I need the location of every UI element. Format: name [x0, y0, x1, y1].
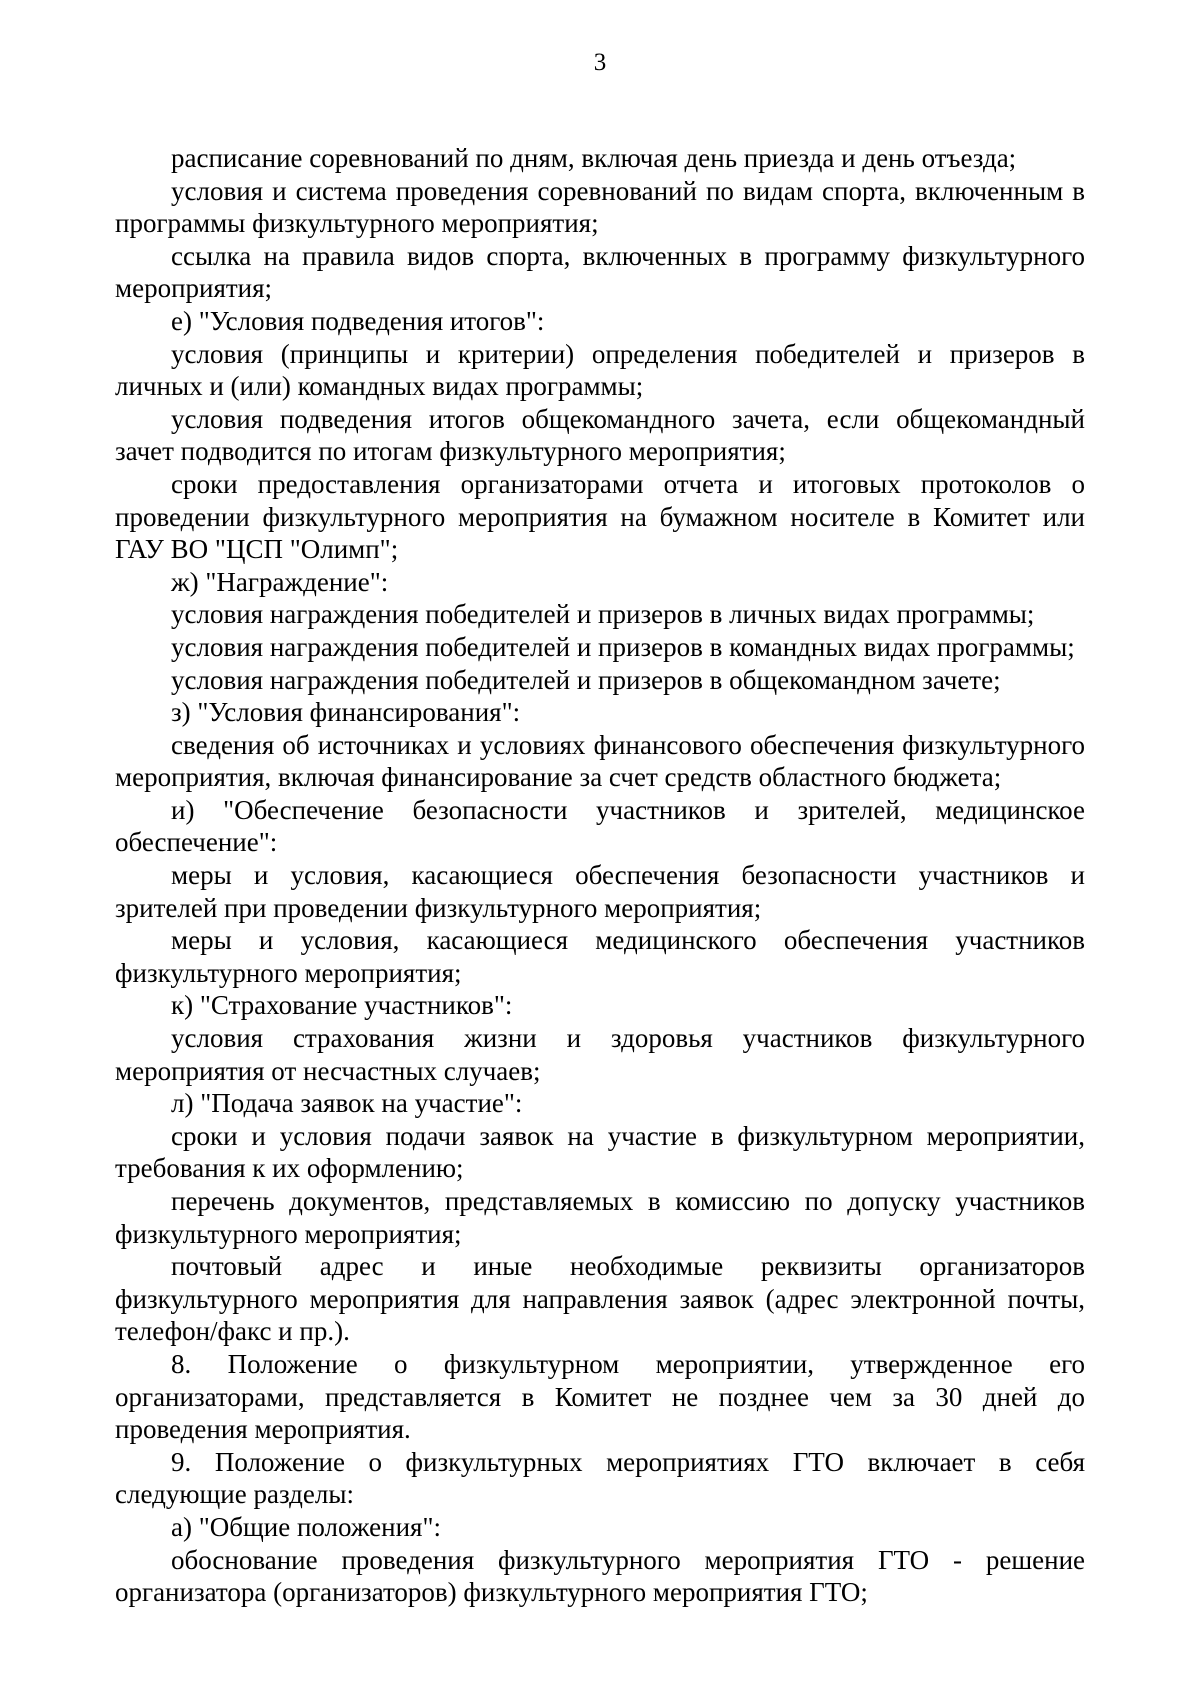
paragraph: сроки и условия подачи заявок на участие в физкультурном мероприятии, требования к их оформлению; [115, 1120, 1085, 1184]
paragraph: условия награждения победителей и призеров в командных видах программы; [171, 631, 1075, 662]
paragraph: обоснование проведения физкультурного мероприятия ГТО - решение организатора (организаторов) физкультурного мероприятия ГТО; [115, 1544, 1085, 1608]
paragraph: условия (принципы и критерии) определения победителей и призеров в личных и (или) командных видах программы; [115, 338, 1085, 402]
paragraph: условия и система проведения соревнований по видам спорта, включенным в программы физкультурного мероприятия; [115, 175, 1085, 239]
paragraph: меры и условия, касающиеся медицинского обеспечения участников физкультурного мероприятия; [115, 925, 1085, 988]
paragraph: перечень документов, представляемых в комиссию по допуску участников физкультурного мероприятия; [115, 1186, 1085, 1249]
paragraph: меры и условия, касающиеся обеспечения безопасности участников и зрителей при проведении физкультурного мероприятия; [115, 860, 1085, 923]
paragraph: почтовый адрес и иные необходимые реквизиты организаторов физкультурного мероприятия для направления заявок (адрес электронной почты, телефон/факс и пр.). [115, 1251, 1085, 1347]
paragraph: условия награждения победителей и призеров в личных видах программы; [171, 599, 1035, 630]
page-number: 3 [593, 49, 607, 76]
paragraph: ссылка на правила видов спорта, включенных в программу физкультурного мероприятия; [115, 240, 1085, 304]
section-heading: л) "Подача заявок на участие": [171, 1088, 523, 1119]
section-heading: е) "Условия подведения итогов": [171, 305, 545, 336]
numbered-clause: 8. Положение о физкультурном мероприятии, утвержденное его организаторами, представляется в Комитет не позднее чем за 30 дней до проведения мероприятия. [115, 1348, 1085, 1445]
section-heading: и) "Обеспечение безопасности участников и зрителей, медицинское обеспечение": [115, 794, 1085, 858]
paragraph: условия подведения итогов общекомандного зачета, если общекомандный зачет подводится по итогам физкультурного мероприятия; [115, 403, 1085, 467]
section-heading: з) "Условия финансирования": [171, 697, 521, 728]
section-heading: к) "Страхование участников": [171, 990, 513, 1021]
document-body [115, 142, 1085, 1609]
paragraph: сроки предоставления организаторами отчета и итоговых протоколов о проведении физкультурного мероприятия на бумажном носителе в Комитет или ГАУ ВО "ЦСП "Олимп"; [115, 468, 1085, 565]
section-heading: а) "Общие положения": [171, 1511, 441, 1542]
paragraph: условия награждения победителей и призеров в общекомандном зачете; [171, 664, 1001, 695]
paragraph: условия страхования жизни и здоровья участников физкультурного мероприятия от несчастных случаев; [115, 1023, 1085, 1086]
paragraph: расписание соревнований по дням, включая день приезда и день отъезда; [171, 143, 1017, 173]
numbered-clause: 9. Положение о физкультурных мероприятиях ГТО включает в себя следующие разделы: [115, 1446, 1085, 1510]
paragraph: сведения об источниках и условиях финансового обеспечения физкультурного мероприятия, включая финансирование за счет средств областного бюджета; [115, 729, 1085, 793]
section-heading: ж) "Награждение": [171, 566, 389, 597]
